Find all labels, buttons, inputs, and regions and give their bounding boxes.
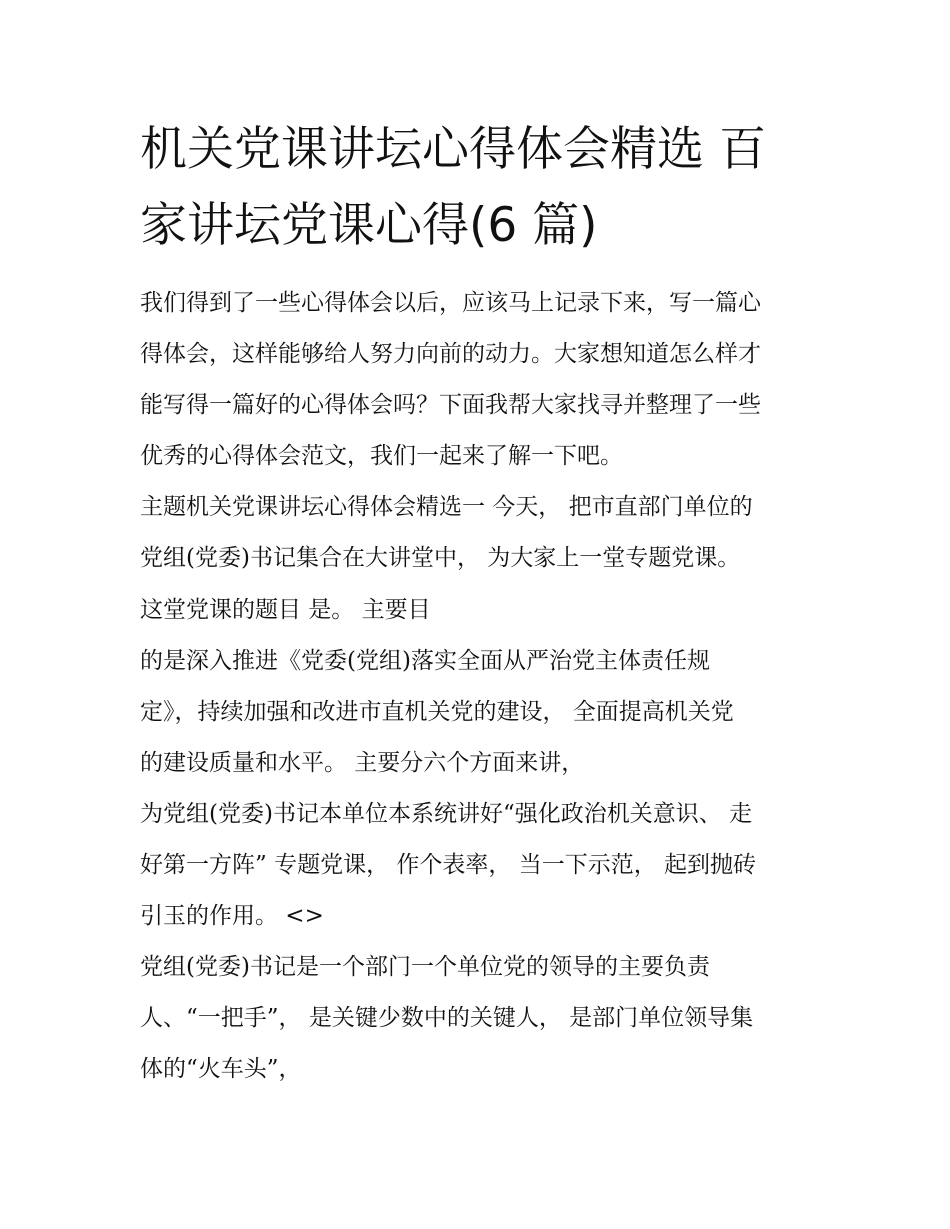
text-line: 引玉的作用。 <> — [140, 903, 324, 930]
text-line: 的建设质量和水平。 主要分六个方面来讲， — [140, 749, 585, 776]
text-line: 党组(党委)书记是一个部门一个单位党的领导的主要负责 — [140, 954, 710, 981]
text-line: 定》，持续加强和改进市直机关党的建设， 全面提高机关党 — [140, 698, 734, 725]
text-line: 体的“火车头”， — [140, 1056, 302, 1083]
text-line: 优秀的心得体会范文，我们一起来了解一下吧。 — [140, 443, 623, 470]
text-line: 好第一方阵” 专题党课， 作个表率， 当一下示范， 起到抛砖 — [140, 852, 757, 879]
text-line: 能写得一篇好的心得体会吗？下面我帮大家找寻并整理了一些 — [140, 392, 761, 419]
text-line: 我们得到了一些心得体会以后，应该马上记录下来，写一篇心 — [140, 290, 761, 316]
text-line: 这堂党课的题目 是。 主要目 — [140, 596, 431, 623]
text-line: 党组(党委)书记集合在大讲堂中， 为大家上一堂专题党课。 — [140, 545, 741, 572]
title-line: 机关党课讲坛心得体会精选 百 — [140, 122, 766, 177]
title-line: 家讲坛党课心得(6 篇) — [140, 198, 598, 253]
text-line: 的是深入推进《党委(党组)落实全面从严治党主体责任规 — [140, 647, 710, 674]
document-body — [140, 278, 830, 1096]
text-line: 得体会，这样能够给人努力向前的动力。大家想知道怎么样才 — [140, 341, 761, 368]
text-line: 主题机关党课讲坛心得体会精选一 今天， 把市直部门单位的 — [140, 494, 753, 521]
text-line: 人、“一把手”， 是关键少数中的关键人， 是部门单位领导集 — [140, 1005, 754, 1032]
text-line: 为党组(党委)书记本单位本系统讲好“强化政治机关意识、 走 — [140, 800, 753, 827]
document-title — [140, 112, 830, 264]
